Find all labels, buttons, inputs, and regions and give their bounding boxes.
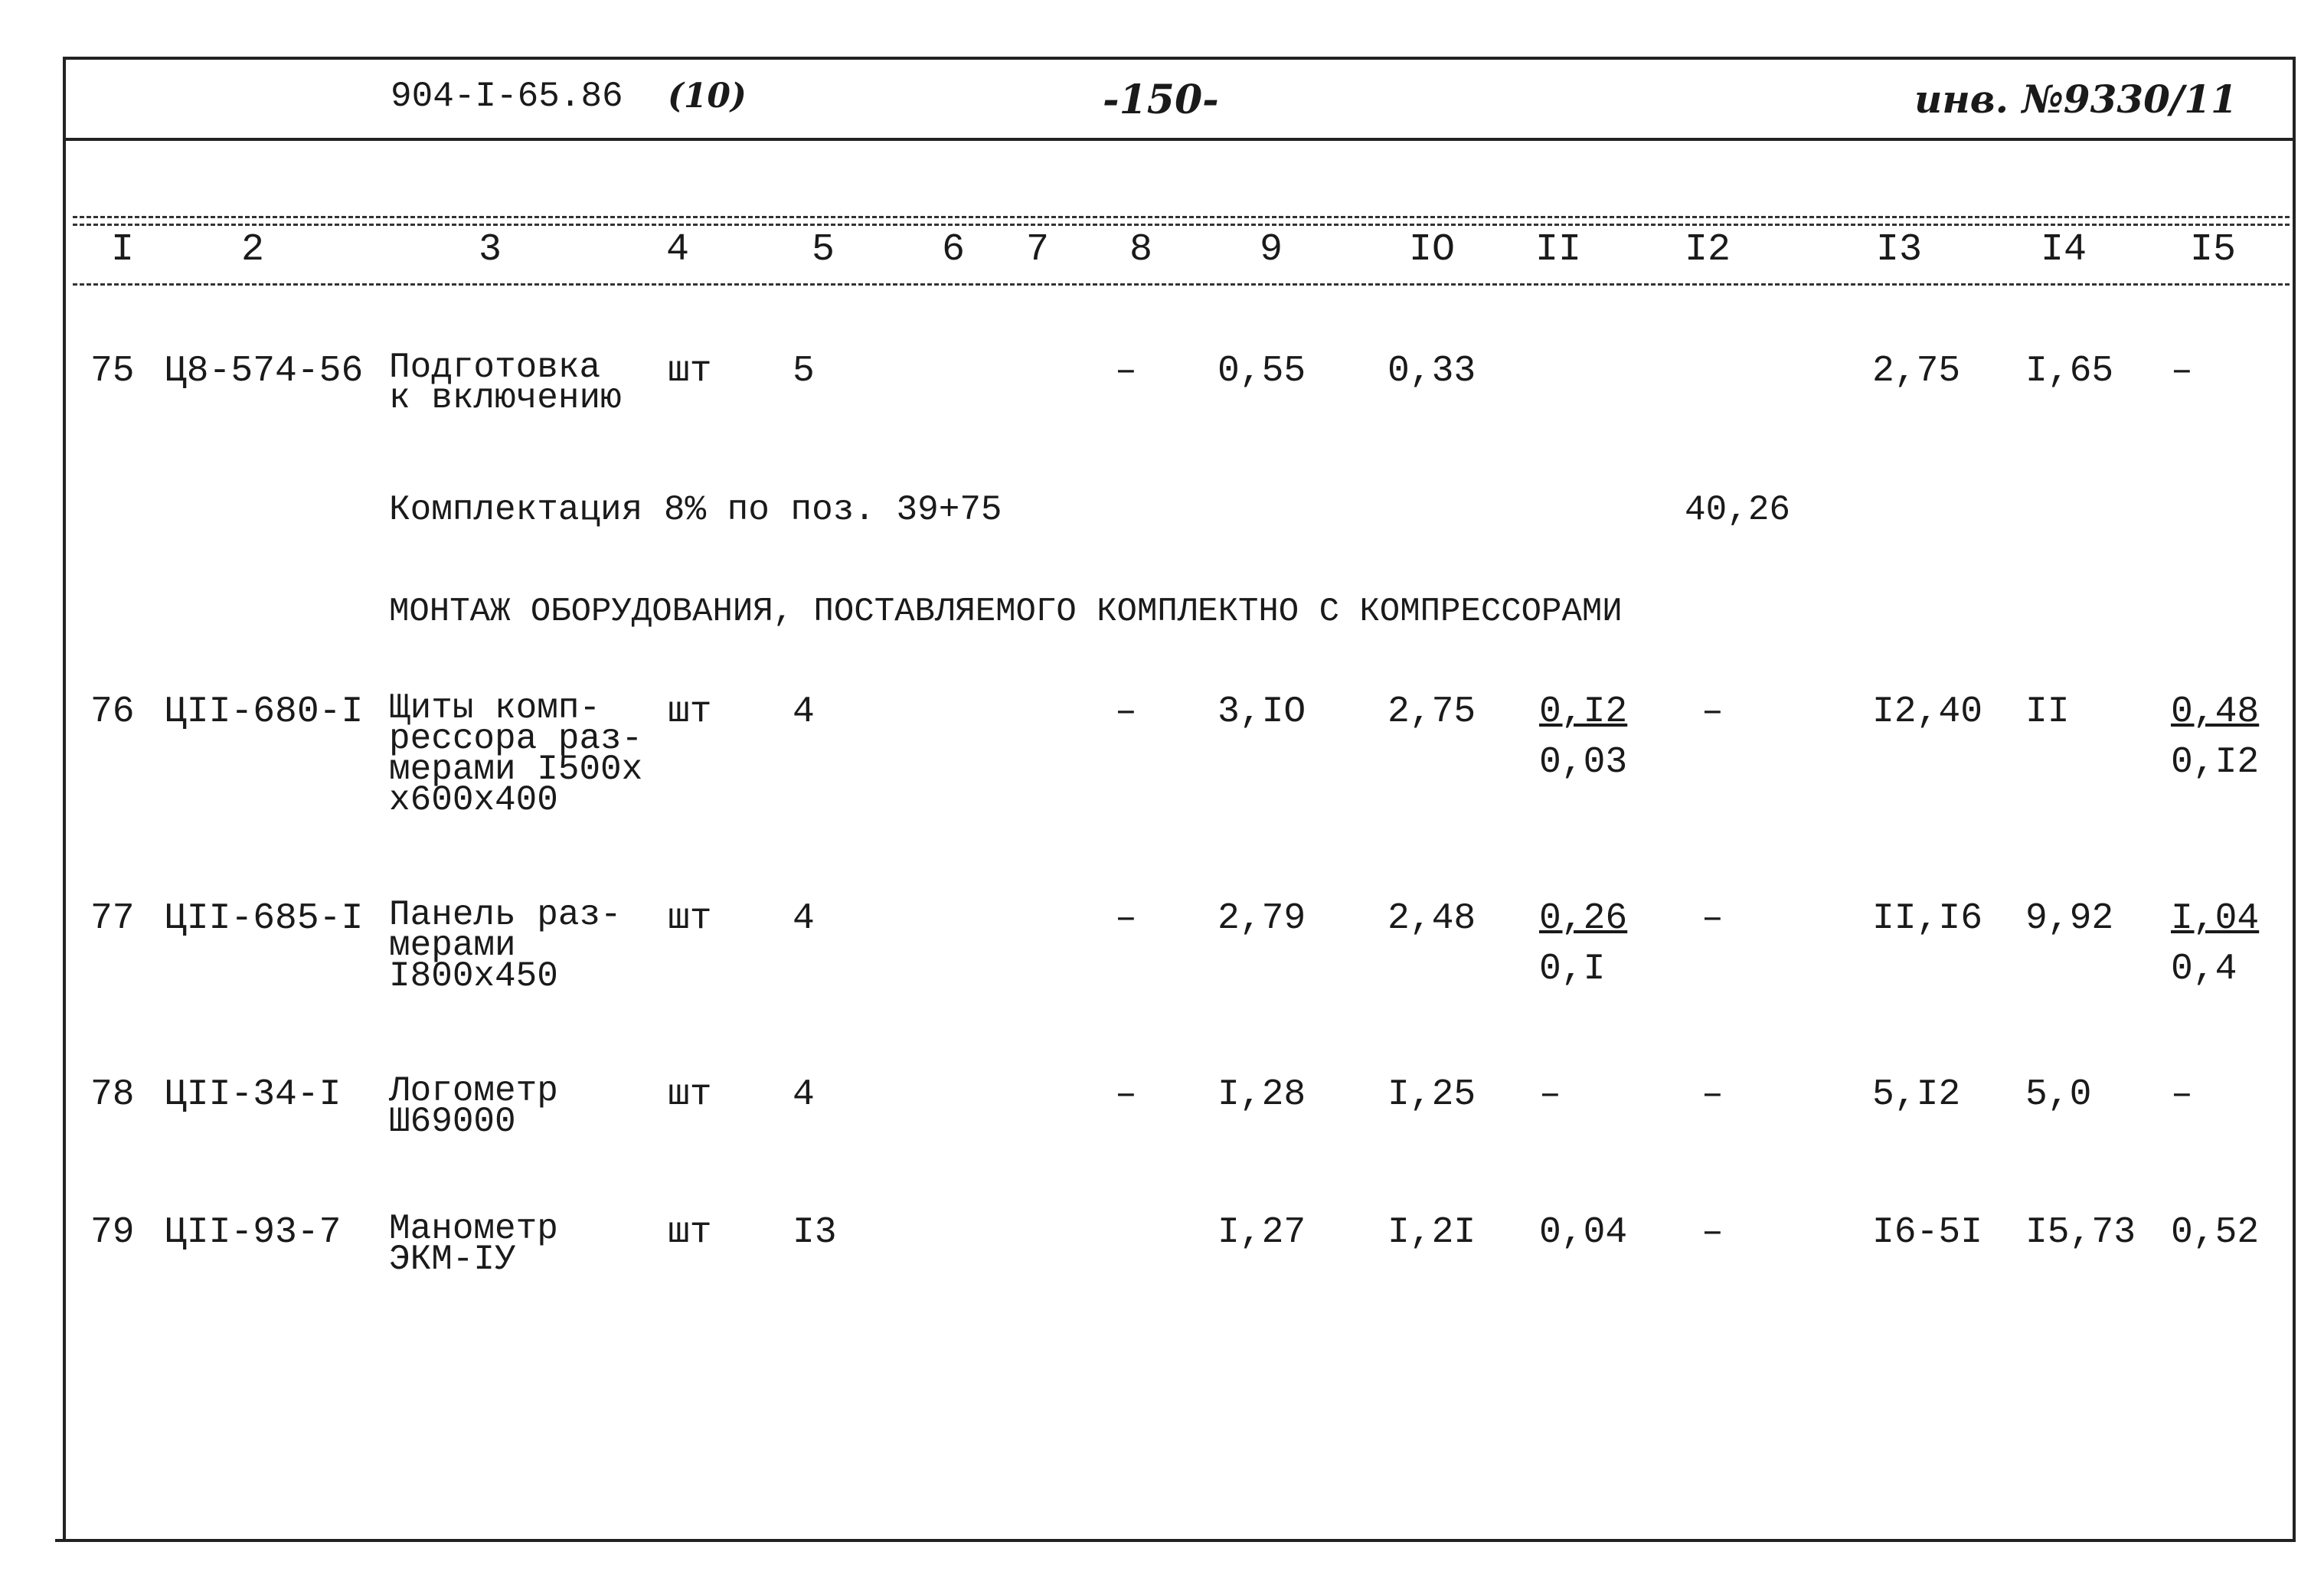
col-11-bottom-value: 0,03: [1539, 742, 1628, 783]
position-number: 77: [90, 898, 135, 939]
col-10-value: I,2I: [1388, 1212, 1476, 1253]
column-number: I2: [1684, 228, 1731, 272]
work-description: Панель раз- мерами I800х450: [389, 895, 622, 996]
col-11-top-value: 0,I2: [1539, 691, 1628, 733]
column-number: II: [1535, 228, 1581, 272]
sheet-mark: (10): [668, 77, 747, 116]
unit: шт: [668, 1074, 712, 1116]
col-14-value: II: [2025, 691, 2070, 733]
page-number: -150-: [1103, 77, 1219, 123]
col-13-value: 5,I2: [1872, 1074, 1961, 1116]
work-description: Щиты комп- рессора раз- мерами I500х х600х400: [389, 688, 643, 820]
col-10-value: 0,33: [1388, 351, 1476, 392]
rate-code: ЦII-93-7: [165, 1212, 342, 1253]
position-number: 75: [90, 351, 135, 392]
col-14-value: I5,73: [2025, 1212, 2136, 1253]
column-number: 4: [665, 228, 689, 272]
column-header-rule-top2: [73, 224, 2290, 226]
quantity: 5: [793, 351, 815, 392]
rate-code: ЦII-685-I: [165, 898, 364, 939]
unit: шт: [668, 1212, 712, 1253]
col-15-top-value: –: [2171, 351, 2193, 392]
col-12-value: –: [1701, 691, 1724, 733]
position-number: 78: [90, 1074, 135, 1116]
col-13-value: I6-5I: [1872, 1212, 1983, 1253]
col-13-value: 2,75: [1872, 351, 1961, 392]
col-11-bottom-value: 0,I: [1539, 949, 1606, 990]
frame-right-border: [2293, 57, 2296, 1542]
column-number: 9: [1259, 228, 1283, 272]
rate-code: ЦII-680-I: [165, 691, 364, 733]
column-number: 6: [941, 228, 965, 272]
unit: шт: [668, 351, 712, 392]
frame-bottom-border: [55, 1539, 2296, 1542]
column-number: IO: [1408, 228, 1455, 272]
kit-value: 40,26: [1685, 490, 1791, 530]
column-header-rule-top: [73, 216, 2290, 218]
work-description: Манометр ЭКМ-IУ: [389, 1209, 558, 1279]
col-15-bottom-value: 0,I2: [2171, 742, 2260, 783]
col-12-value: –: [1701, 1074, 1724, 1116]
col-8-value: –: [1115, 691, 1137, 733]
col-9-value: I,27: [1218, 1212, 1306, 1253]
column-number: 2: [240, 228, 264, 272]
col-12-value: –: [1701, 1212, 1724, 1253]
column-number: 8: [1129, 228, 1152, 272]
rate-code: Ц8-574-56: [165, 351, 364, 392]
col-9-value: 2,79: [1218, 898, 1306, 939]
inventory-number: инв. №9330/11: [1914, 77, 2237, 122]
col-9-value: I,28: [1218, 1074, 1306, 1116]
frame-top-border: [63, 57, 2296, 60]
col-8-value: –: [1115, 1074, 1137, 1116]
col-12-value: –: [1701, 898, 1724, 939]
column-header-rule-bottom: [73, 283, 2290, 286]
header-rule: [63, 138, 2296, 141]
quantity: 4: [793, 898, 815, 939]
quantity: 4: [793, 691, 815, 733]
quantity: I3: [793, 1212, 837, 1253]
frame-left-border: [63, 57, 66, 1542]
col-13-value: II,I6: [1872, 898, 1983, 939]
col-8-value: –: [1115, 898, 1137, 939]
col-15-top-value: –: [2171, 1074, 2193, 1116]
column-number: 7: [1025, 228, 1049, 272]
col-10-value: I,25: [1388, 1074, 1476, 1116]
col-8-value: –: [1115, 351, 1137, 392]
column-number: I3: [1875, 228, 1922, 272]
position-number: 76: [90, 691, 135, 733]
col-11-top-value: 0,04: [1539, 1212, 1628, 1253]
rate-code: ЦII-34-I: [165, 1074, 342, 1116]
col-15-top-value: I,04: [2171, 898, 2260, 939]
work-description: Подготовка к включению: [389, 348, 622, 418]
section-title: МОНТАЖ ОБОРУДОВАНИЯ, ПОСТАВЛЯЕМОГО КОМПЛЕКТНО С КОМПРЕССОРАМИ: [389, 593, 1623, 631]
col-13-value: I2,40: [1872, 691, 1983, 733]
col-14-value: I,65: [2025, 351, 2114, 392]
col-15-top-value: 0,48: [2171, 691, 2260, 733]
col-11-top-value: –: [1539, 1074, 1561, 1116]
col-11-top-value: 0,26: [1539, 898, 1628, 939]
position-number: 79: [90, 1212, 135, 1253]
column-number: I: [110, 228, 134, 272]
col-10-value: 2,48: [1388, 898, 1476, 939]
doc-code: 904-I-65.86: [391, 77, 623, 116]
col-9-value: 0,55: [1218, 351, 1306, 392]
unit: шт: [668, 898, 712, 939]
col-15-bottom-value: 0,4: [2171, 949, 2237, 990]
kit-line: Комплектация 8% по поз. 39+75: [389, 490, 1002, 530]
quantity: 4: [793, 1074, 815, 1116]
col-10-value: 2,75: [1388, 691, 1476, 733]
work-description: Логометр Ш69000: [389, 1071, 558, 1142]
column-number: 3: [478, 228, 502, 272]
col-14-value: 5,0: [2025, 1074, 2092, 1116]
column-number: 5: [811, 228, 835, 272]
unit: шт: [668, 691, 712, 733]
col-14-value: 9,92: [2025, 898, 2114, 939]
column-number: I4: [2040, 228, 2087, 272]
col-15-top-value: 0,52: [2171, 1212, 2260, 1253]
col-9-value: 3,IO: [1218, 691, 1306, 733]
column-number: I5: [2189, 228, 2236, 272]
